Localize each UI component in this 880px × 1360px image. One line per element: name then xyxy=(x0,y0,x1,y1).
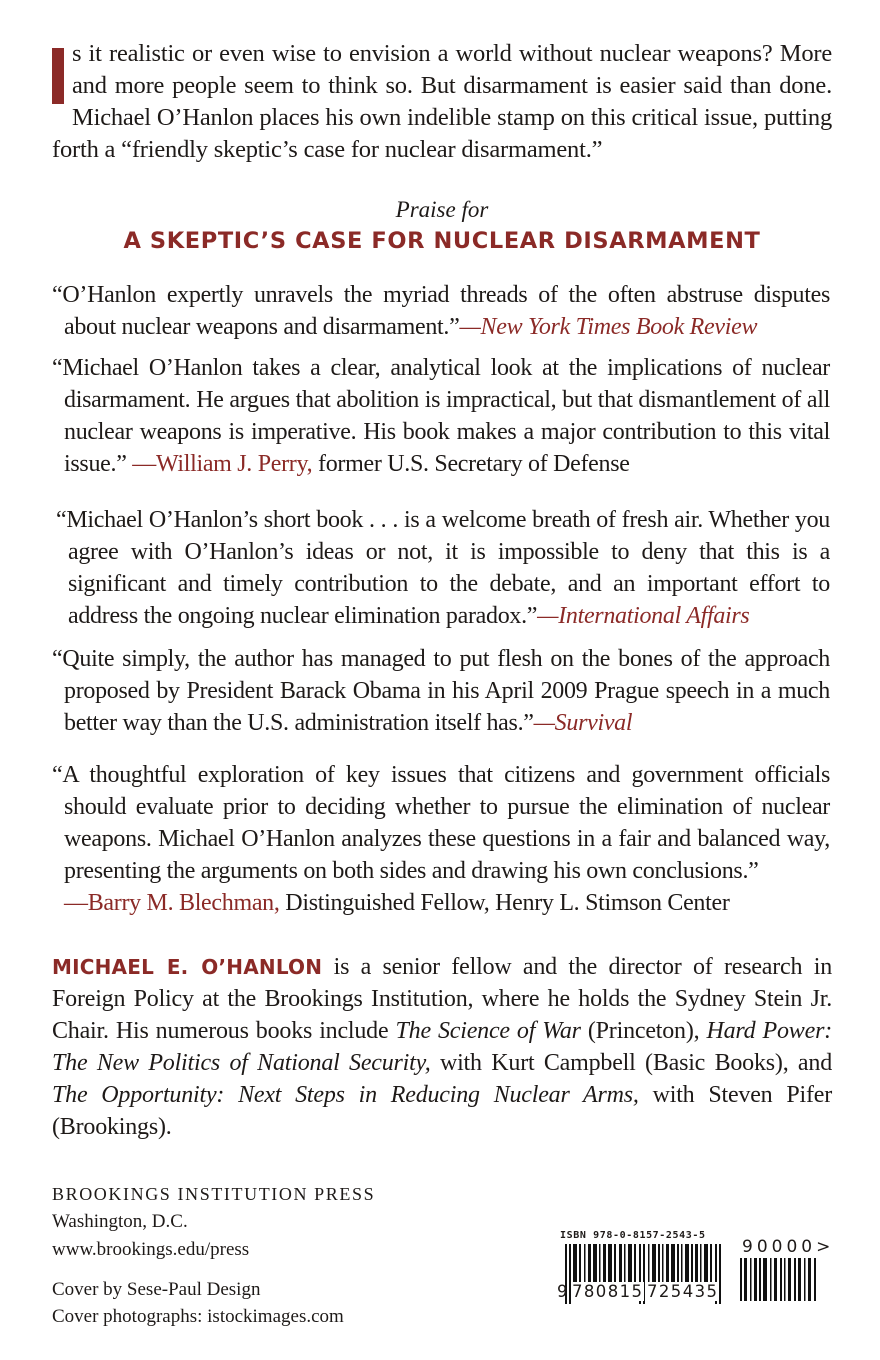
intro-text: s it realistic or even wise to envision a world without nuclear weapons? More and more people seem to think so. But disarmament is easier said than done. Michael O’Hanlon places his own indelible stamp on this critical issue, putting forth a “friendly skeptic’s case for nuclear disarmament.” xyxy=(52,40,832,163)
quote-text: “Quite simply, the author has managed to put flesh on the bones of the approach proposed by President Barack Obama in his April 2009 Prague speech in a much better way than the U.S. administration itself has.” xyxy=(52,646,830,736)
blurb-quote xyxy=(52,352,830,480)
blurb-quote xyxy=(52,279,830,343)
quote-text: “O’Hanlon expertly unravels the myriad threads of the often abstruse disputes about nuclear weapons and disarmament.” xyxy=(52,282,830,340)
bio-text: with Steven Pifer (Brookings). xyxy=(52,1082,832,1140)
quote-text: “A thoughtful exploration of key issues that citizens and government officials should evaluate prior to deciding whether to pursue the elimination of nuclear weapons. Michael O’Hanlon analyzes these questions in a fair and balanced way, presenting the arguments on both sides and drawing his own conclusions.” xyxy=(52,762,830,884)
cover-credits xyxy=(52,1276,344,1330)
intro-paragraph xyxy=(52,38,832,166)
bio-text: is a senior fellow and the director of research in Foreign Policy at the Brookings Institution, where he holds the Sydney Stein Jr. Chair. His numerous books include xyxy=(52,954,832,1044)
bio-text: (Princeton), xyxy=(580,1018,707,1044)
publisher-url[interactable]: www.brookings.edu/press xyxy=(52,1239,250,1260)
quote-source: —Survival xyxy=(533,710,633,736)
quote-text: “Michael O’Hanlon’s short book . . . is a welcome breath of fresh air. Whether you agree with O’Hanlon’s ideas or not, it is impossible to deny that this is a significant and timely contribution to the debate, and an important effort to address the ongoing nuclear elimination paradox.” xyxy=(56,507,830,629)
quote-text: “Michael O’Hanlon takes a clear, analytical look at the implications of nuclear disarmament. He argues that abolition is impractical, but that dismantlement of all nuclear weapons is imperative. His book makes a major contribution to this vital issue.” xyxy=(52,355,830,477)
book-title-italic: Hard Power: The New Politics of National Security, xyxy=(52,1018,833,1076)
quote-affiliation: former U.S. Secretary of Defense xyxy=(312,451,630,477)
quote-source: —Barry M. Blechman, xyxy=(64,890,280,916)
barcode-group-1: 780815 xyxy=(572,1282,644,1301)
book-title-italic: The Science of War xyxy=(395,1018,581,1044)
quote-source: —International Affairs xyxy=(537,603,750,629)
blurb-quote xyxy=(56,504,830,632)
barcode-group-2: 725435 xyxy=(647,1282,719,1301)
praise-label: Praise for xyxy=(395,197,489,222)
quote-affiliation: Distinguished Fellow, Henry L. Stimson Center xyxy=(279,890,730,916)
quote-source: —William J. Perry, xyxy=(132,451,313,477)
bio-text: with Kurt Campbell (Basic Books), and xyxy=(430,1050,832,1076)
cover-photo-credit: Cover photographs: istockimages.com xyxy=(52,1306,344,1327)
addon-barcode-bars-icon xyxy=(740,1258,820,1301)
publisher-name: BROOKINGS INSTITUTION PRESS xyxy=(52,1184,376,1204)
book-title-italic: The Opportunity: Next Steps in Reducing Nuclear Arms, xyxy=(52,1082,639,1108)
author-name: MICHAEL E. O’HANLON xyxy=(52,955,323,979)
barcode-lead-digit: 9 xyxy=(557,1282,569,1301)
isbn-barcode xyxy=(557,1230,847,1310)
quote-source: —New York Times Book Review xyxy=(459,314,758,340)
author-bio xyxy=(52,951,832,1143)
publisher-block xyxy=(52,1180,375,1264)
blurb-quote xyxy=(52,759,830,919)
isbn-label: ISBN 978-0-8157-2543-5 xyxy=(560,1230,706,1241)
publisher-city: Washington, D.C. xyxy=(52,1211,188,1232)
price-code: 90000> xyxy=(742,1237,835,1257)
drop-cap-bar xyxy=(52,48,64,104)
cover-design-credit: Cover by Sese-Paul Design xyxy=(52,1279,261,1300)
blurb-quote xyxy=(52,643,830,739)
book-title: A SKEPTIC’S CASE FOR NUCLEAR DISARMAMENT xyxy=(123,228,761,254)
